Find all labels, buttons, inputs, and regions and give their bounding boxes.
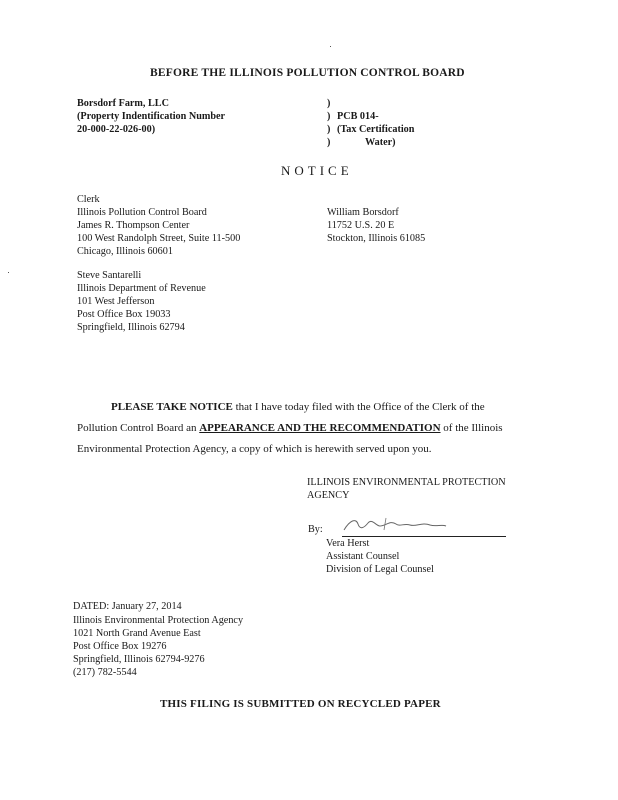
scan-speck: [8, 272, 9, 273]
agency-address: [73, 614, 243, 679]
address-line: 1021 North Grand Avenue East: [73, 628, 201, 639]
caption-case-line: PCB 014-: [337, 111, 379, 122]
agency-line: AGENCY: [307, 490, 350, 501]
recipient-revenue: [77, 269, 206, 334]
address-line: Springfield, Illinois 62794-9276: [73, 654, 205, 665]
caption-parens: [327, 97, 330, 149]
caption-party: [77, 97, 225, 136]
notice-line-3: Environmental Protection Agency, a copy of which is herewith served upon you.: [77, 443, 432, 455]
signer-line: Division of Legal Counsel: [326, 564, 434, 575]
document-name: APPEARANCE AND THE RECOMMENDATION: [199, 422, 441, 434]
notice-lead: PLEASE TAKE NOTICE: [111, 401, 233, 413]
address-line: Steve Santarelli: [77, 270, 142, 281]
notice-text: Pollution Control Board an: [77, 422, 200, 434]
notice-line-2: [77, 418, 503, 439]
signer-line: Assistant Counsel: [326, 551, 400, 562]
recipient-borsdorf: [327, 206, 425, 245]
notice-heading: NOTICE: [281, 163, 353, 178]
address-line: Illinois Pollution Control Board: [77, 207, 207, 218]
document-title: BEFORE THE ILLINOIS POLLUTION CONTROL BOARD: [150, 67, 465, 79]
address-line: Stockton, Illinois 61085: [327, 233, 426, 244]
address-line: Post Office Box 19276: [73, 641, 167, 652]
address-line: James R. Thompson Center: [77, 220, 190, 231]
caption-party-line: (Property Indentification Number: [77, 111, 226, 122]
address-line: Illinois Environmental Protection Agency: [73, 615, 244, 626]
notice-body: [77, 397, 503, 460]
caption-paren: ): [327, 124, 331, 135]
by-label: By:: [308, 524, 323, 535]
caption-paren: ): [327, 98, 331, 109]
scan-speck: [330, 46, 331, 47]
signer-block: [326, 537, 434, 576]
address-line: 11752 U.S. 20 E: [327, 220, 395, 231]
caption-party-line: 20-000-22-026-00): [77, 124, 156, 135]
caption-case-line: Water): [365, 137, 396, 148]
signer-line: Vera Herst: [326, 538, 370, 549]
address-line: 101 West Jefferson: [77, 296, 155, 307]
notice-text: of the Illinois: [440, 422, 503, 434]
address-line: 100 West Randolph Street, Suite 11-500: [77, 233, 241, 244]
address-line: William Borsdorf: [327, 207, 399, 218]
caption-paren: ): [327, 111, 331, 122]
notice-text: that I have today filed with the Office of the Clerk of the: [232, 401, 485, 413]
agency-line: ILLINOIS ENVIRONMENTAL PROTECTION: [307, 477, 506, 488]
address-line: Clerk: [77, 194, 100, 205]
dated-line: DATED: January 27, 2014: [73, 601, 182, 612]
caption-case-line: (Tax Certification: [337, 124, 415, 135]
caption-paren: ): [327, 137, 331, 148]
caption-case: [337, 110, 414, 149]
address-line: Post Office Box 19033: [77, 309, 171, 320]
address-line: Springfield, Illinois 62794: [77, 322, 185, 333]
recycled-paper-footer: THIS FILING IS SUBMITTED ON RECYCLED PAPER: [160, 698, 441, 710]
address-line: Illinois Department of Revenue: [77, 283, 206, 294]
address-line: (217) 782-5544: [73, 667, 137, 678]
recipient-clerk: [77, 193, 240, 258]
notice-line-1: [77, 397, 503, 418]
handwritten-signature: [340, 514, 450, 536]
caption-party-line: Borsdorf Farm, LLC: [77, 98, 169, 109]
address-line: Chicago, Illinois 60601: [77, 246, 173, 257]
agency-name: [307, 476, 506, 502]
